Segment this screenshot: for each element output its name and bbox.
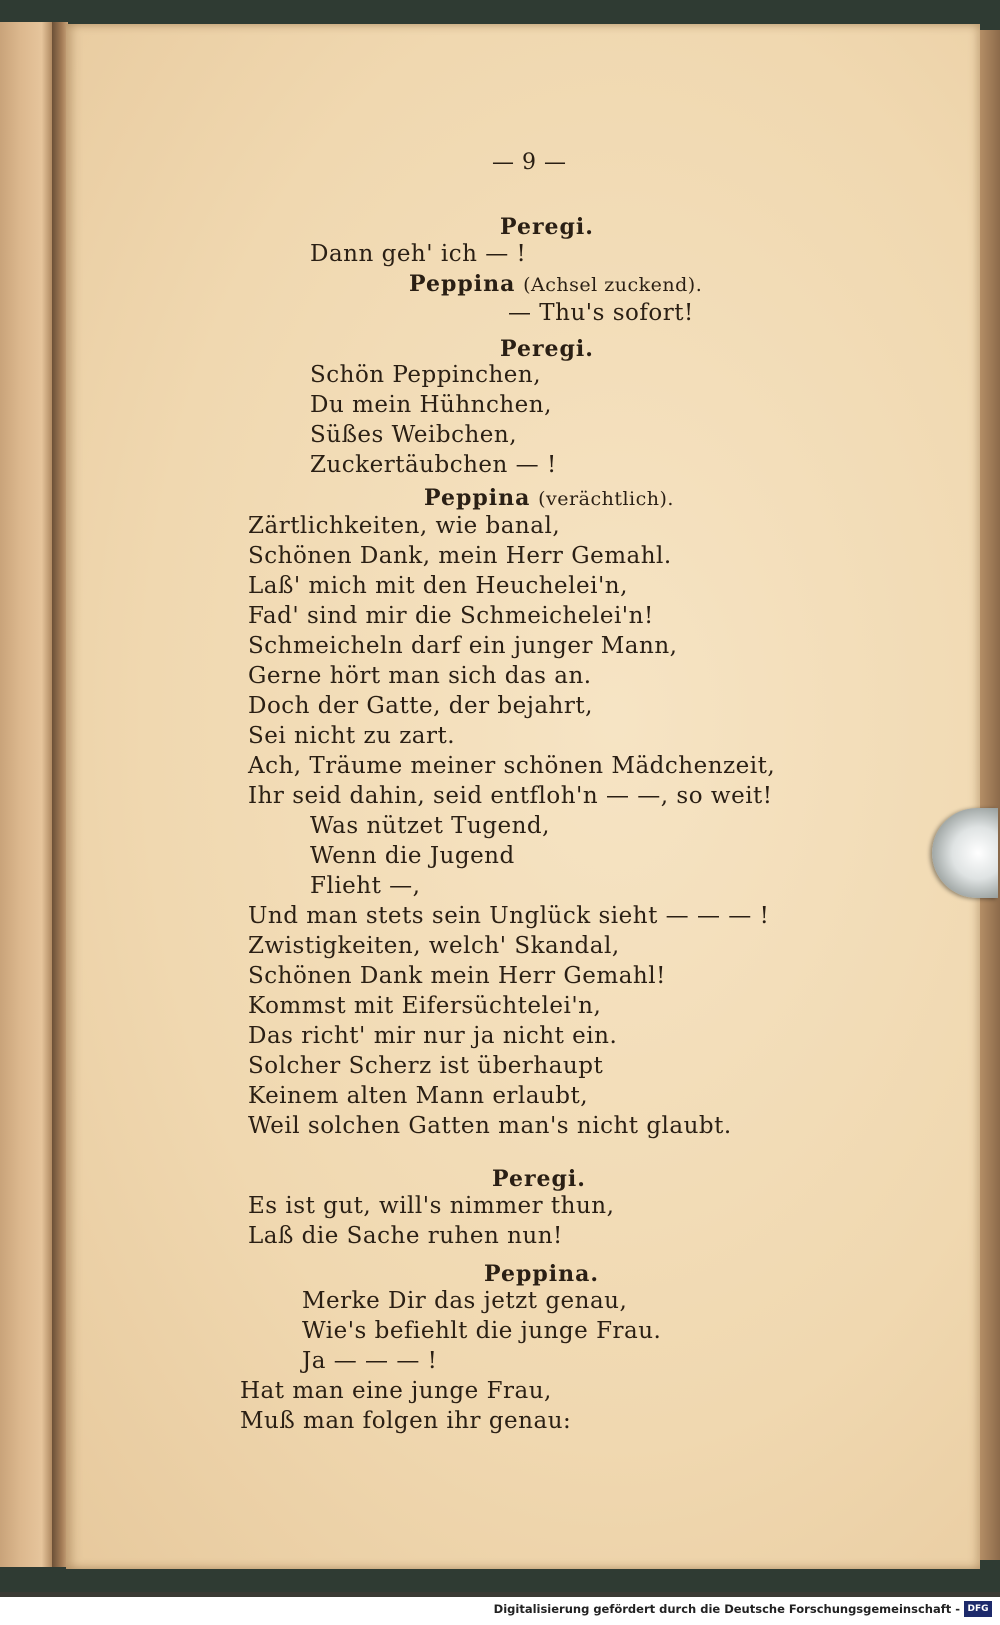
previous-page-edge — [0, 22, 52, 1567]
verse-line: Das richt' mir nur ja nicht ein. — [248, 1023, 618, 1049]
speaker-name: Peppina. — [484, 1261, 599, 1287]
speaker-name: Peregi. — [500, 336, 594, 362]
speaker-name: Peppina — [424, 485, 531, 511]
verse-line: — Thu's sofort! — [508, 300, 694, 326]
speaker-name: Peppina — [409, 271, 516, 297]
stage-direction: (verächtlich). — [538, 488, 674, 510]
verse-line: Muß man folgen ihr genau: — [240, 1408, 572, 1434]
verse-line: Laß' mich mit den Heuchelei'n, — [248, 573, 628, 599]
verse-line: Zwistigkeiten, welch' Skandal, — [248, 933, 620, 959]
verse-line: Dann geh' ich — ! — [310, 241, 527, 267]
verse-line: Schön Peppinchen, — [310, 362, 542, 388]
verse-line: Doch der Gatte, der bejahrt, — [248, 693, 593, 719]
verse-line: Wenn die Jugend — [310, 843, 515, 869]
verse-line: Kommst mit Eifersüchtelei'n, — [248, 993, 602, 1019]
verse-line: Keinem alten Mann erlaubt, — [248, 1083, 589, 1109]
verse-line: Sei nicht zu zart. — [248, 723, 456, 749]
verse-line: Gerne hört man sich das an. — [248, 663, 592, 689]
verse-line: Süßes Weibchen, — [310, 422, 518, 448]
verse-line: Ja — — — ! — [302, 1348, 438, 1374]
stage-line — [409, 271, 702, 297]
page-number: — 9 — — [492, 150, 567, 175]
verse-line: Laß die Sache ruhen nun! — [248, 1223, 563, 1249]
verse-line: Ihr seid dahin, seid entfloh'n — —, so weit! — [248, 783, 773, 809]
verse-line: Weil solchen Gatten man's nicht glaubt. — [248, 1113, 732, 1139]
verse-line: Zärtlichkeiten, wie banal, — [248, 513, 561, 539]
verse-line: Flieht —, — [310, 873, 421, 899]
verse-line: Schönen Dank, mein Herr Gemahl. — [248, 543, 672, 569]
verse-line: Und man stets sein Unglück sieht — — — ! — [248, 903, 770, 929]
speaker-name: Peregi. — [500, 214, 594, 240]
verse-line: Ach, Träume meiner schönen Mädchenzeit, — [248, 753, 776, 779]
speaker-name: Peregi. — [492, 1166, 586, 1192]
verse-line: Schmeicheln darf ein junger Mann, — [248, 633, 678, 659]
verse-line: Du mein Hühnchen, — [310, 392, 552, 418]
verse-line: Merke Dir das jetzt genau, — [302, 1288, 628, 1314]
verse-line: Fad' sind mir die Schmeichelei'n! — [248, 603, 654, 629]
stage-direction: (Achsel zuckend). — [523, 274, 703, 296]
page-right-edge — [980, 30, 1000, 1560]
verse-line: Hat man eine junge Frau, — [240, 1378, 552, 1404]
verse-line: Wie's befiehlt die junge Frau. — [302, 1318, 662, 1344]
footer-bar — [0, 1597, 1000, 1625]
verse-line: Schönen Dank mein Herr Gemahl! — [248, 963, 666, 989]
stage-line — [424, 485, 674, 511]
funding-credit: Digitalisierung gefördert durch die Deutsche Forschungsgemeinschaft - — [493, 1602, 960, 1616]
verse-line: Solcher Scherz ist überhaupt — [248, 1053, 604, 1079]
dfg-logo: DFG — [964, 1601, 992, 1617]
verse-line: Es ist gut, will's nimmer thun, — [248, 1193, 615, 1219]
verse-line: Was nützet Tugend, — [310, 813, 550, 839]
verse-line: Zuckertäubchen — ! — [310, 452, 557, 478]
